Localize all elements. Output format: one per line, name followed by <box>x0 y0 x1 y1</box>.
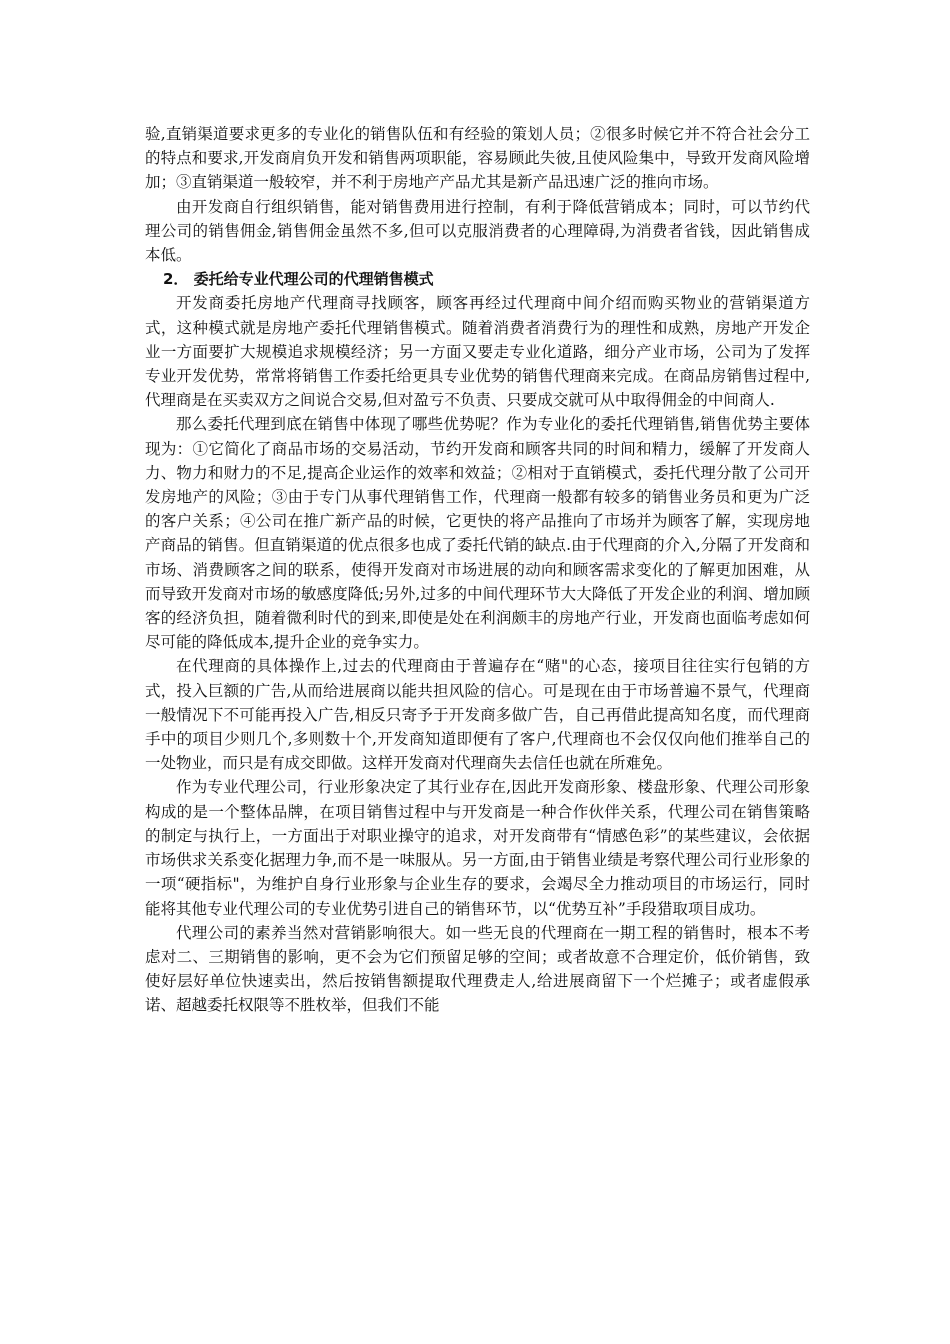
document-page <box>145 122 810 1018</box>
section-heading-agency-sales: 2． 委托给专业代理公司的代理销售模式 <box>163 270 434 289</box>
paragraph-agent-quality: 代理公司的素养当然对营销影响很大。如一些无良的代理商在一期工程的销售时，根本不考虑对二、三期销售的影响，更不会为它们预留足够的空间；或者故意不合理定价，低价销售，致使好层好单位快速卖出，然后按销售额提取代理费走人,给进展商留下一个烂摊子；或者虚假承诺、超越委托权限等不胜枚举，但我们不能 <box>145 923 810 1015</box>
paragraph-agency-definition: 开发商委托房地产代理商寻找顾客，顾客再经过代理商中间介绍而购买物业的营销渠道方式，这种模式就是房地产委托代理销售模式。随着消费者消费行为的理性和成熟，房地产开发企业一方面要扩大规模追求规模经济；另一方面又要走专业化道路，细分产业市场，公司为了发挥专业开发优势，常常将销售工作委托给更具专业优势的销售代理商来完成。在商品房销售过程中,代理商是在买卖双方之间说合交易,但对盈亏不负责、只要成交就可从中取得佣金的中间商人. <box>145 294 810 410</box>
paragraph-self-sales-cost: 由开发商自行组织销售，能对销售费用进行控制，有利于降低营销成本；同时，可以节约代理公司的销售佣金,销售佣金虽然不多,但可以克服消费者的心理障碍,为消费者省钱，因此销售成本低。 <box>145 197 810 265</box>
paragraph-continuation: 验,直销渠道要求更多的专业化的销售队伍和有经验的策划人员；②很多时候它并不符合社会分工的特点和要求,开发商肩负开发和销售两项职能，容易顾此失彼,且使风险集中，导致开发商风险增加；③直销渠道一般较窄，并不利于房地产产品尤其是新产品迅速广泛的推向市场。 <box>145 125 810 192</box>
paragraph-agent-image: 作为专业代理公司，行业形象决定了其行业存在,因此开发商形象、楼盘形象、代理公司形象构成的是一个整体品牌，在项目销售过程中与开发商是一种合作伙伴关系，代理公司在销售策略的制定与执行上，一方面出于对职业操守的追求，对开发商带有“情感色彩”的某些建议，会依据市场供求关系变化据理力争,而不是一味服从。另一方面,由于销售业绩是考察代理公司行业形象的一项“硬指标"，为维护自身行业形象与企业生存的要求，会竭尽全力推动项目的市场运行，同时能将其他专业代理公司的专业优势引进自己的销售环节，以“优势互补”手段猎取项目成功。 <box>145 778 810 918</box>
paragraph-agent-operations: 在代理商的具体操作上,过去的代理商由于普遍存在“赌"的心态，接项目往往实行包销的方式，投入巨额的广告,从而给进展商以能共担风险的信心。可是现在由于市场普遍不景气，代理商一般情况下不可能再投入广告,相反只寄予于开发商多做广告，自己再借此提高知名度，而代理商手中的项目少则几个,多则数十个,开发商知道即便有了客户,代理商也不会仅仅向他们推举自己的一处物业，而只是有成交即做。这样开发商对代理商失去信任也就在所难免。 <box>145 657 810 773</box>
paragraph-agency-advantages: 那么委托代理到底在销售中体现了哪些优势呢？作为专业化的委托代理销售,销售优势主要体现为：①它简化了商品市场的交易活动，节约开发商和顾客共同的时间和精力，缓解了开发商人力、物力和财力的不足,提高企业运作的效率和效益；②相对于直销模式，委托代理分散了公司开发房地产的风险；③由于专门从事代理销售工作，代理商一般都有较多的销售业务员和更为广泛的客户关系；④公司在推广新产品的时候，它更快的将产品推向了市场并为顾客了解，实现房地产商品的销售。但直销渠道的优点很多也成了委托代销的缺点.由于代理商的介入,分隔了开发商和市场、消费顾客之间的联系，使得开发商对市场进展的动向和顾客需求变化的了解更加困难，从而导致开发商对市场的敏感度降低;另外,过多的中间代理环节大大降低了开发企业的利润、增加顾客的经济负担，随着微利时代的到来,即使是处在利润颇丰的房地产行业，开发商也面临考虑如何尽可能的降低成本,提升企业的竞争实力。 <box>145 415 810 652</box>
